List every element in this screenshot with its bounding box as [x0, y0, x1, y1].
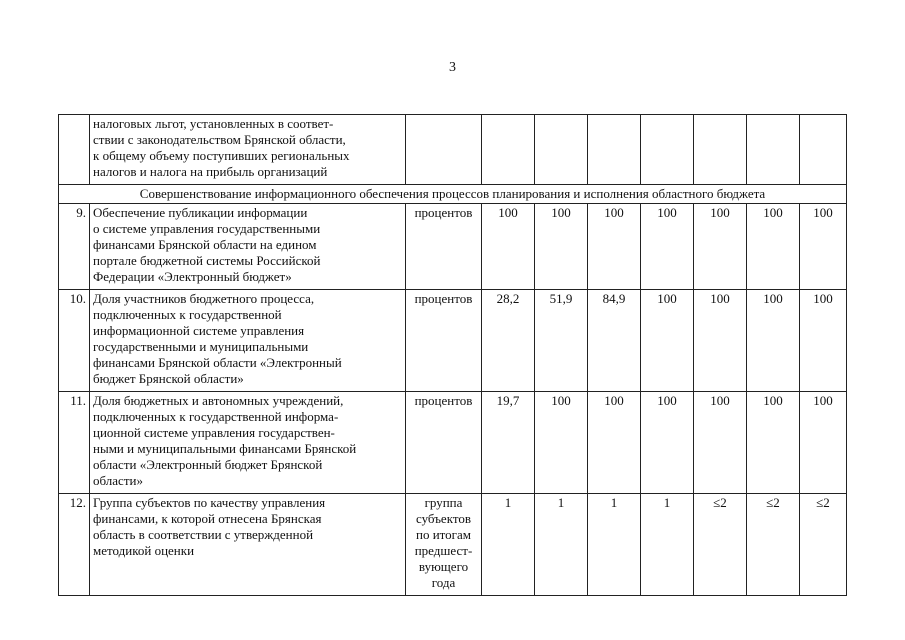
value-cell: [641, 115, 694, 185]
indicator-name: Доля бюджетных и автономных учреждений, подключенных к государственной информа- ционной системе управления государствен- ными и муниципальными финансами Брянской области «Электронный бюджет Брянской области»: [90, 392, 406, 494]
value-cell: ≤2: [747, 494, 800, 596]
value-cell: 100: [535, 392, 588, 494]
value-cell: 1: [641, 494, 694, 596]
table-row: [59, 204, 847, 290]
row-number: 11.: [59, 392, 90, 494]
indicators-table: [58, 114, 847, 596]
value-cell: [588, 115, 641, 185]
value-cell: 1: [588, 494, 641, 596]
value-cell: 100: [535, 204, 588, 290]
value-cell: 84,9: [588, 290, 641, 392]
value-cell: [482, 115, 535, 185]
unit-cell: [406, 115, 482, 185]
value-cell: 100: [694, 290, 747, 392]
indicator-name: Обеспечение публикации информации о системе управления государственными финансами Брянской области на едином портале бюджетной системы Российской Федерации «Электронный бюджет»: [90, 204, 406, 290]
value-cell: 100: [641, 290, 694, 392]
indicator-name: Доля участников бюджетного процесса, подключенных к государственной информационной системе управления государственными и муниципальными финансами Брянской области «Электронный бюджет Брянской области»: [90, 290, 406, 392]
value-cell: 19,7: [482, 392, 535, 494]
value-cell: 100: [747, 290, 800, 392]
unit-cell: группа субъектов по итогам предшест- вующего года: [406, 494, 482, 596]
value-cell: 100: [747, 392, 800, 494]
value-cell: 1: [535, 494, 588, 596]
table-row: [59, 115, 847, 185]
section-title: Совершенствование информационного обеспечения процессов планирования и исполнения областного бюджета: [59, 185, 847, 204]
value-cell: [800, 115, 847, 185]
indicator-name: налоговых льгот, установленных в соответ- ствии с законодательством Брянской области, к общему объему поступивших региональных налогов и налога на прибыль организаций: [90, 115, 406, 185]
value-cell: 100: [800, 204, 847, 290]
value-cell: 100: [588, 204, 641, 290]
value-cell: ≤2: [694, 494, 747, 596]
value-cell: 100: [747, 204, 800, 290]
indicator-name: Группа субъектов по качеству управления финансами, к которой отнесена Брянская область в соответствии с утвержденной методикой оценки: [90, 494, 406, 596]
value-cell: 1: [482, 494, 535, 596]
value-cell: 51,9: [535, 290, 588, 392]
value-cell: 100: [641, 204, 694, 290]
section-row: [59, 185, 847, 204]
value-cell: 100: [482, 204, 535, 290]
row-number: 9.: [59, 204, 90, 290]
table-row: [59, 494, 847, 596]
value-cell: [535, 115, 588, 185]
value-cell: 28,2: [482, 290, 535, 392]
value-cell: [747, 115, 800, 185]
row-number: 12.: [59, 494, 90, 596]
unit-cell: процентов: [406, 392, 482, 494]
value-cell: 100: [588, 392, 641, 494]
value-cell: 100: [800, 392, 847, 494]
value-cell: ≤2: [800, 494, 847, 596]
table-row: [59, 290, 847, 392]
value-cell: 100: [800, 290, 847, 392]
page-number: 3: [449, 60, 456, 75]
table-row: [59, 392, 847, 494]
value-cell: 100: [694, 392, 747, 494]
row-number: 10.: [59, 290, 90, 392]
value-cell: 100: [694, 204, 747, 290]
value-cell: [694, 115, 747, 185]
row-number: [59, 115, 90, 185]
unit-cell: процентов: [406, 204, 482, 290]
unit-cell: процентов: [406, 290, 482, 392]
value-cell: 100: [641, 392, 694, 494]
